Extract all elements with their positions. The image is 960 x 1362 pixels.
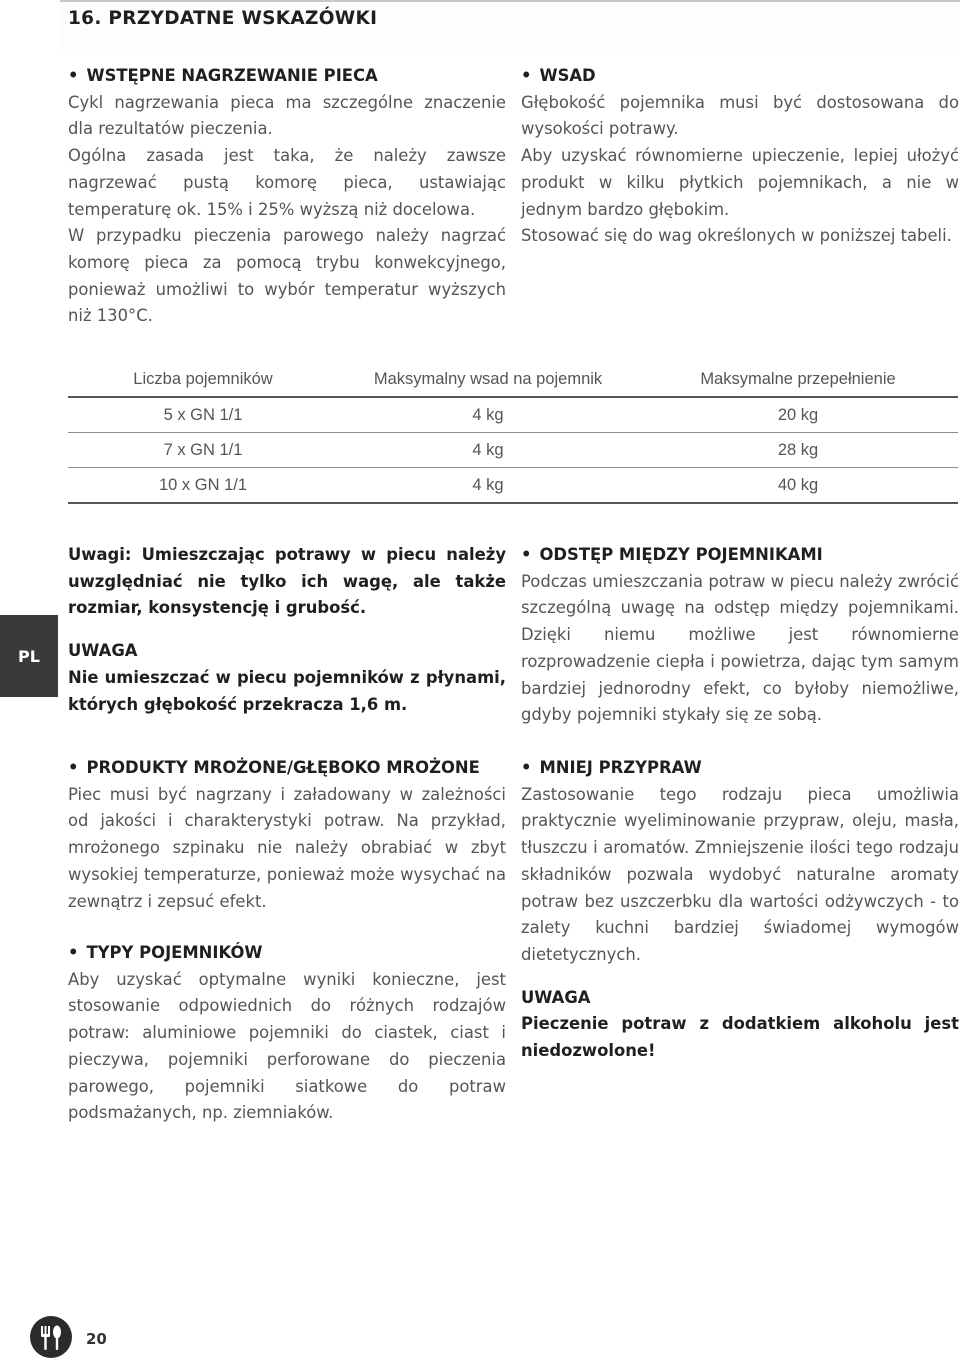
spacing-section [521,542,959,729]
table-row [68,468,958,504]
notes-section [68,542,506,718]
frozen-paragraph: Piec musi być nagrzany i załadowany w zależności od jakości i charakterystyki potraw. Na przykład, mrożonego szpinaku nie należy obrabiać w zbyt wysokiej temperaturze, ponieważ może wysychać na zewnątrz i zepsuć efekt. [68,784,506,911]
warning-label: UWAGA [68,641,138,661]
table-cell: 40 kg [777,475,819,494]
warning-text: Nie umieszczać w piecu pojemników z płynami, których głębokość przekracza 1,6 m. [68,667,506,714]
table-cell: 28 kg [777,440,819,459]
spacing-heading: • ODSTĘP MIĘDZY POJEMNIKAMI [521,542,959,569]
table-header-cell: Maksymalne przepełnienie [700,369,896,388]
table-cell: 10 x GN 1/1 [158,475,248,494]
load-table [68,362,958,504]
seasoning-heading: • MNIEJ PRZYPRAW [521,755,959,782]
preheat-paragraph-3: W przypadku pieczenia parowego należy nagrzać komorę pieca za pomocą trybu konwekcyjnego, ponieważ umożliwi to wybór temperatur wyższych niż 130°C. [68,226,506,326]
load-paragraph-1: Głębokość pojemnika musi być dostosowana do wysokości potrawy. [521,92,959,139]
frozen-heading: • PRODUKTY MROŻONE/GŁĘBOKO MROŻONE [68,755,506,782]
seasoning-warning-text: Pieczenie potraw z dodatkiem alkoholu jest niedozwolone! [521,1014,959,1061]
load-heading: • WSAD [521,63,959,90]
seasoning-warning-label: UWAGA [521,987,591,1007]
notes-text: Uwagi: Umieszczając potrawy w piecu należy uwzględniać nie tylko ich wagę, ale także rozmiar, konsystencję i grubość. [68,545,506,618]
table-header-cell: Maksymalny wsad na pojemnik [373,369,603,388]
load-paragraph-3: Stosować się do wag określonych w poniższej tabeli. [521,226,952,246]
table-cell: 4 kg [472,475,504,494]
table-row [68,398,958,433]
load-paragraph-2: Aby uzyskać równomierne upieczenie, lepiej ułożyć produkt w kilku płytkich pojemnikach, a nie w jednym bardzo głębokim. [521,146,959,219]
table-header-row [68,362,958,398]
preheat-heading: • WSTĘPNE NAGRZEWANIE PIECA [68,63,506,90]
page-title: 16. PRZYDATNE WSKAZÓWKI [68,8,378,29]
table-cell: 4 kg [472,405,504,424]
table-cell: 7 x GN 1/1 [163,440,243,459]
load-section [521,63,959,250]
frozen-section [68,755,506,915]
table-row [68,433,958,468]
preheat-paragraph-2: Ogólna zasada jest taka, że należy zawsze nagrzewać pustą komorę pieca, ustawiając temperaturę ok. 15% i 25% wyższą niż docelowa. [68,146,506,219]
types-section [68,940,506,1127]
table-cell: 5 x GN 1/1 [163,405,243,424]
table-cell: 20 kg [777,405,819,424]
seasoning-paragraph: Zastosowanie tego rodzaju pieca umożliwia praktycznie wyeliminowanie przypraw, oleju, masła, tłuszczu i aromatów. Zmniejszenie ilości tego rodzaju składników pozwala wydobyć naturalne aromaty potraw bez uszczerbku dla wartości odżywczych - to zalety kuchni bardziej świadomej wymogów dietetycznych. [521,784,959,964]
spacing-paragraph: Podczas umieszczania potraw w piecu należy zwrócić szczególną uwagę na odstęp między pojemnikami. Dzięki niemu możliwe jest równomierne rozprowadzenie ciepła i powietrza, dając tym samym bardziej jednorodny efekt, co byłoby niemożliwe, gdyby pojemniki stykały się ze sobą. [521,571,959,725]
cutlery-icon [30,1316,72,1358]
types-heading: • TYPY POJEMNIKÓW [68,940,506,967]
seasoning-section [521,755,959,1065]
table-cell: 4 kg [472,440,504,459]
types-paragraph: Aby uzyskać optymalne wyniki konieczne, jest stosowanie odpowiednich do różnych rodzajów potraw: aluminiowe pojemniki do ciastek, ciast i pieczywa, pojemniki perforowane do pieczenia parowego, pojemniki siatkowe do potraw podsmażanych, np. ziemniaków. [68,969,506,1123]
preheat-section [68,63,506,330]
table-header-cell: Liczba pojemników [133,369,273,388]
page-number: 20 [86,1330,107,1348]
language-tab: PL [0,615,58,697]
preheat-paragraph-1: Cykl nagrzewania pieca ma szczególne znaczenie dla rezultatów pieczenia. [68,92,506,139]
